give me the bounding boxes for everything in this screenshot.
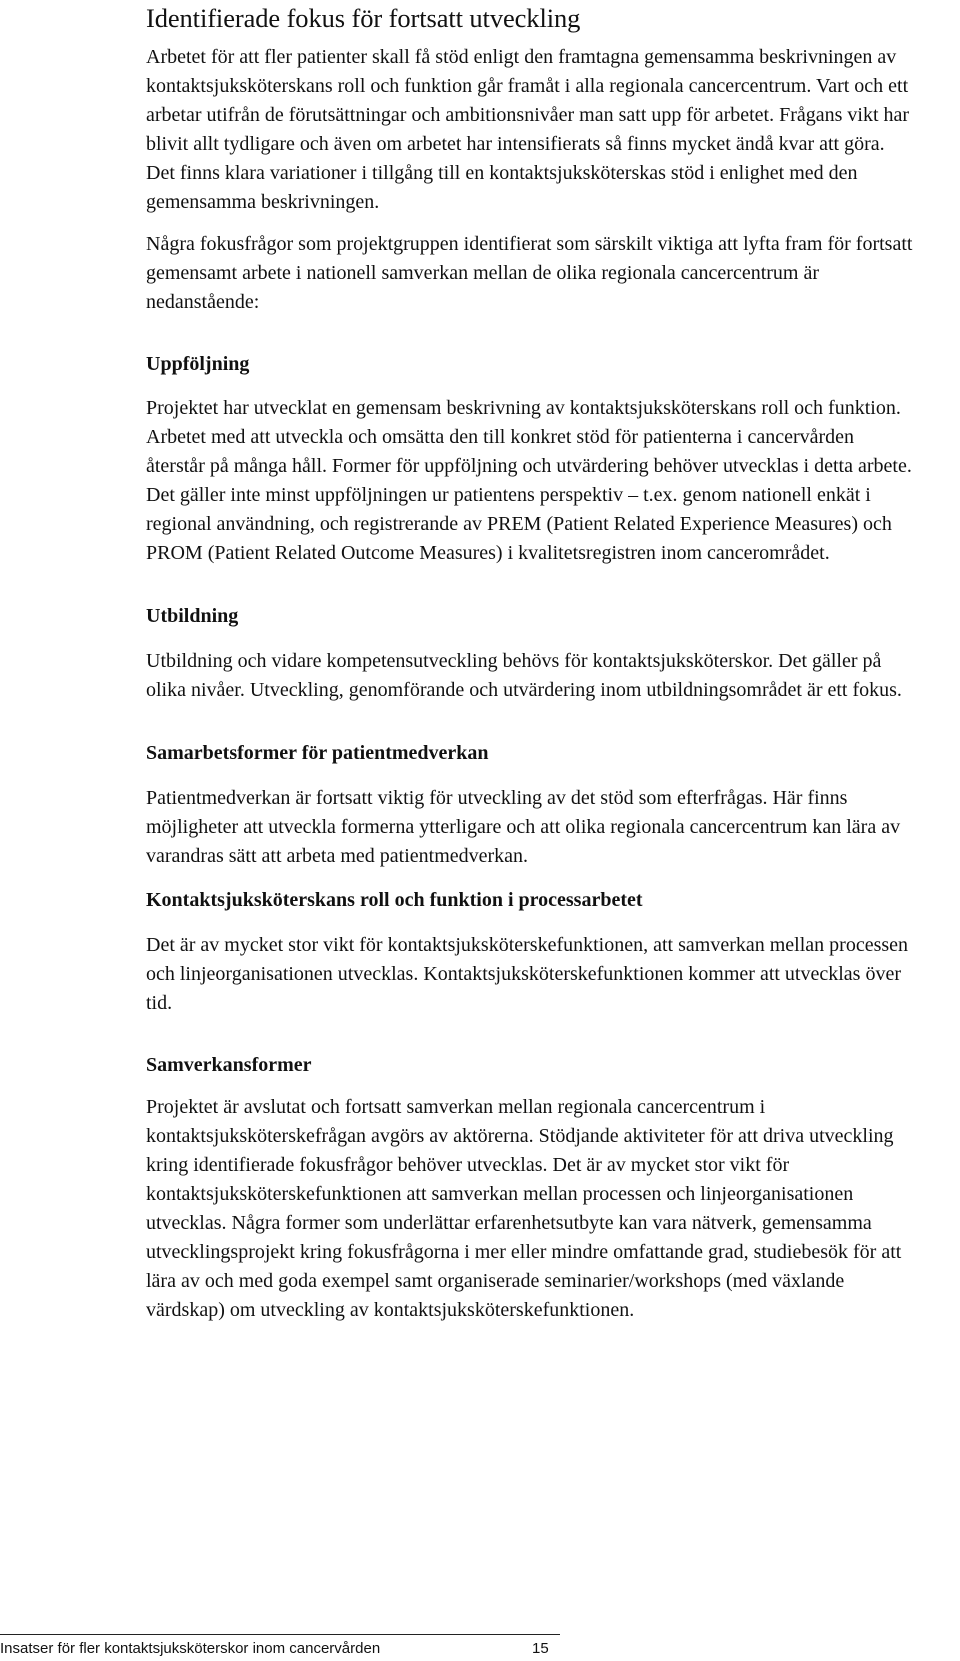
intro-paragraph: Arbetet för att fler patienter skall få stöd enligt den framtagna gemensamma beskrivningen av kontaktsjuksköterskans roll och funktion går framåt i alla regionala cancercentrum. Vart och ett arbetar utifrån de förutsättningar och ambitionsnivåer man satt upp för arbetet. Frågans vikt har blivit allt tydligare och även om arbetet har intensifierats så finns mycket ändå kvar att göra. Det finns klara variationer i tillgång till en kontaktsjuksköterskas stöd i enlighet med den gemensamma beskrivningen. — [146, 46, 910, 213]
page-title: Identifierade fokus för fortsatt utveckling — [146, 3, 581, 33]
document-page — [146, 0, 916, 1325]
section-body-processarbetet: Det är av mycket stor vikt för kontaktsjuksköterskefunktionen, att samverkan mellan processen och linjeorganisationen utvecklas. Kontaktsjuksköterskefunktionen kommer att utvecklas över tid. — [146, 934, 909, 1014]
footer-divider — [0, 1634, 560, 1635]
section-heading-utbildning: Utbildning — [146, 605, 239, 627]
section-body-samarbetsformer: Patientmedverkan är fortsatt viktig för utveckling av det stöd som efterfrågas. Här finns möjligheter att utveckla formerna ytterligare och att olika regionala cancercentrum kan lära av varandras sätt att arbeta med patientmedverkan. — [146, 787, 901, 867]
page-footer — [0, 1634, 560, 1661]
section-body-utbildning: Utbildning och vidare kompetensutveckling behövs för kontaktsjuksköterskor. Det gäller på olika nivåer. Utveckling, genomförande och utvärdering inom utbildningsområdet är ett fokus. — [146, 650, 902, 701]
intro-paragraph: Några fokusfrågor som projektgruppen identifierat som särskilt viktiga att lyfta fram för fortsatt gemensamt arbete i nationell samverkan mellan de olika regionala cancercentrum är nedanstående: — [146, 233, 913, 313]
section-heading-uppfoljning: Uppföljning — [146, 353, 250, 375]
section-heading-samverkansformer: Samverkansformer — [146, 1054, 312, 1076]
section-body-samverkansformer: Projektet är avslutat och fortsatt samverkan mellan regionala cancercentrum i kontaktsjuksköterskefrågan avgörs av aktörerna. Stödjande aktiviteter för att driva utveckling kring identifierade fokusfrågor behöver utvecklas. Det är av mycket stor vikt för kontaktsjuksköterskefunktionen att samverkan mellan processen och linjeorganisationen utvecklas. Några former som underlättar erfarenhetsutbyte kan vara nätverk, gemensamma utvecklingsprojekt kring fokusfrågorna i mer eller mindre omfattande grad, studiebesök för att lära av och med goda exempel samt organiserade seminarier/workshops (med växlande värdskap) om utveckling av kontaktsjuksköterskefunktionen. — [146, 1096, 902, 1321]
section-body-uppfoljning: Projektet har utvecklat en gemensam beskrivning av kontaktsjuksköterskans roll och funktion. Arbetet med att utveckla och omsätta den till konkret stöd för patienterna i cancervården återstår på många håll. Former för uppföljning och utvärdering behöver utvecklas i detta arbete. Det gäller inte minst uppföljningen ur patientens perspektiv – t.ex. genom nationell enkät i regional användning, och registrerande av PREM (Patient Related Experience Measures) och PROM (Patient Related Outcome Measures) i kvalitetsregistren inom cancerområdet. — [146, 397, 912, 564]
footer-title: Insatser för fler kontaktsjuksköterskor inom cancervården — [0, 1640, 381, 1657]
page-number: 15 — [532, 1640, 549, 1657]
section-heading-samarbetsformer: Samarbetsformer för patientmedverkan — [146, 742, 489, 764]
section-heading-processarbetet: Kontaktsjuksköterskans roll och funktion i processarbetet — [146, 889, 643, 911]
